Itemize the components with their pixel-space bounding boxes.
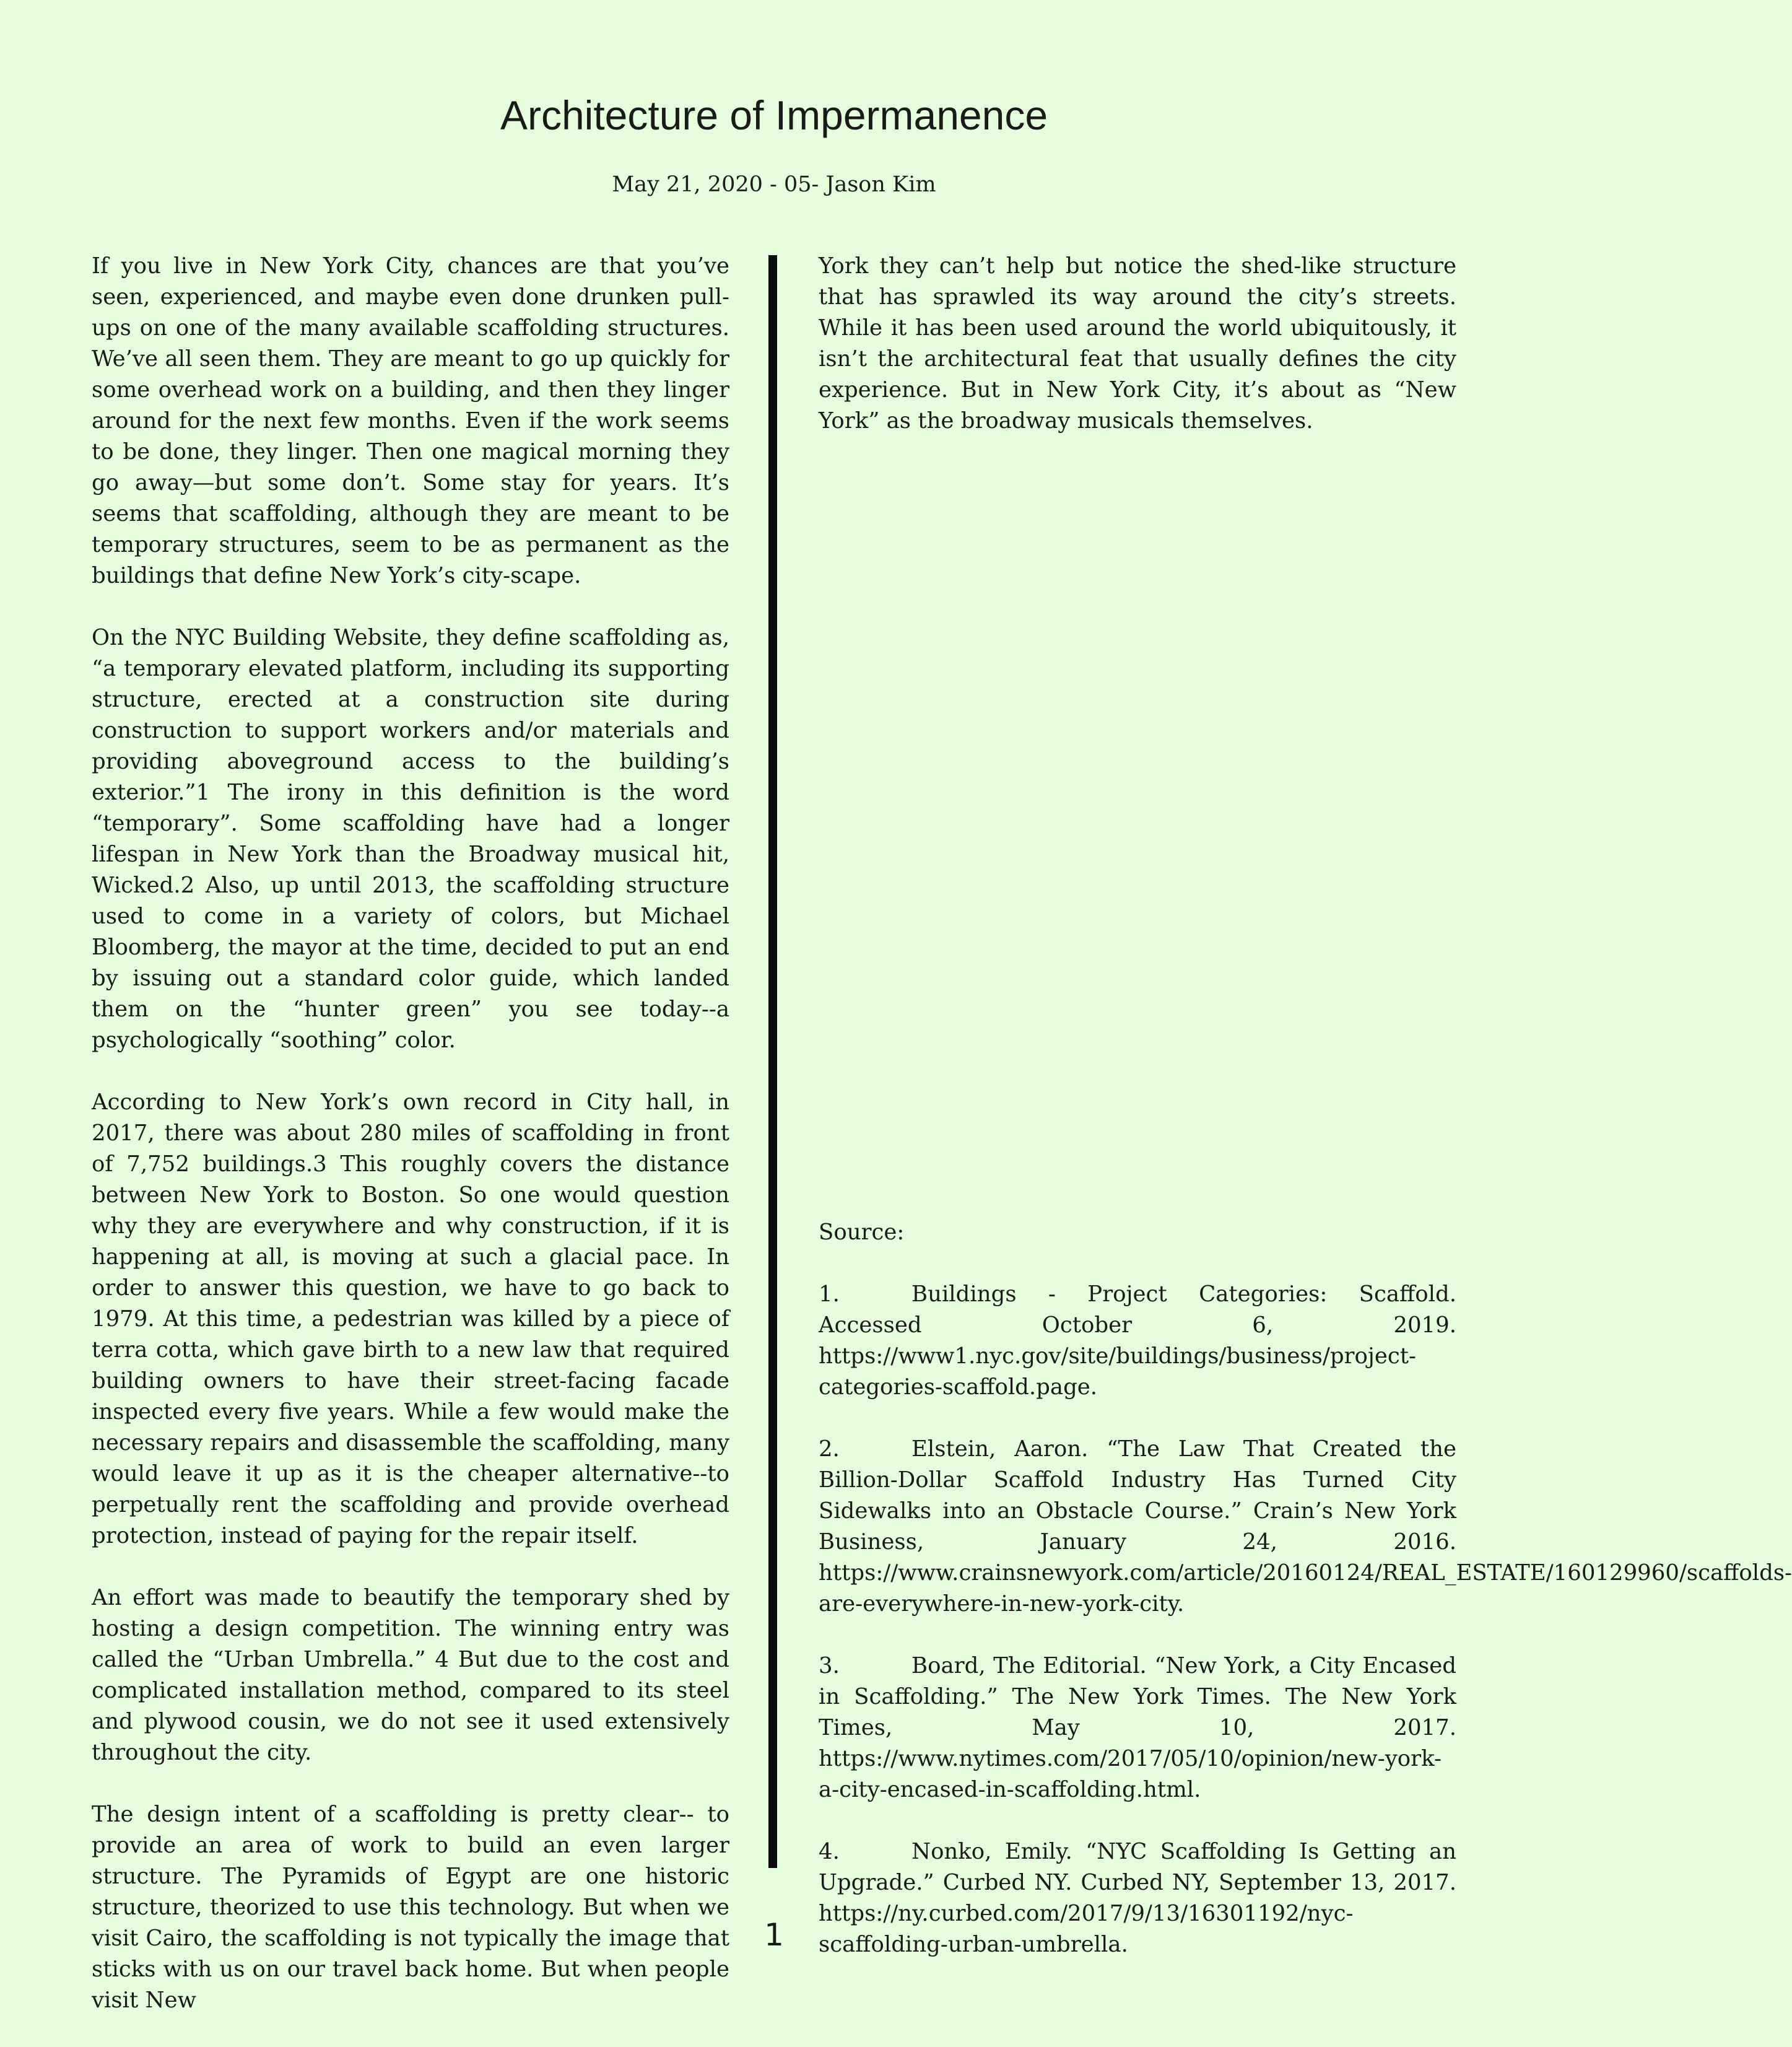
article-right-column [819,251,1456,468]
paragraph: The design intent of a scaffolding is pretty clear-- to provide an area of work to build an even larger structure. The Pyramids of Egypt are one historic structure, theorized to use this technology. But when we visit Cairo, the scaffolding is not typically the image that sticks with us on our travel back home. But when people visit New [92,1802,729,2013]
source-number: 4. [819,1839,840,1864]
source-text: Board, The Editorial. “New York, a City Encased in Scaffolding.” The New York Times. The New York Times, May 10, 2017. https://www.nytimes.com/2017/05/10/opinion/new-york-a-city-encased-in-scaffolding.html. [819,1653,1456,1802]
source-text: Elstein, Aaron. “The Law That Created the Billion-Dollar Scaffold Industry Has Turned City Sidewalks into an Obstacle Course.” Crain’s New York Business, January 24, 2016. https://www.crainsnewyork.com/article/20160124/REAL_ESTATE/160129960/scaffolds-are-everywhere-in-new-york-city. [819,1436,1792,1617]
paragraph: If you live in New York City, chances are that you’ve seen, experienced, and maybe even done drunken pull-ups on one of the many available scaffolding structures. We’ve all seen them. They are meant to go up quickly for some overhead work on a building, and then they linger around for the next few months. Even if the work seems to be done, they linger. Then one magical morning they go away—but some don’t. Some stay for years. It’s seems that scaffolding, although they are meant to be temporary structures, seem to be as permanent as the buildings that define New York’s city-scape. [92,253,729,588]
page-number: 1 [764,1917,784,1953]
column-divider [768,255,777,1868]
source-item [819,1279,1456,1403]
source-number: 3. [819,1653,840,1678]
article-left-column [92,251,729,2047]
paragraph: York they can’t help but notice the shed-like structure that has sprawled its way around the city’s streets. While it has been used around the world ubiquitously, it isn’t the architectural feat that usually defines the city experience. But in New York City, it’s about as “New York” as the broadway musicals themselves. [819,253,1456,434]
source-number: 1. [819,1281,840,1307]
source-item [819,1434,1792,1620]
source-number: 2. [819,1436,840,1462]
source-item [819,1651,1456,1805]
sources-section [819,1217,1792,1991]
paragraph: According to New York’s own record in City hall, in 2017, there was about 280 miles of scaffolding in front of 7,752 buildings.3 This roughly covers the distance between New York to Boston. So one would question why they are everywhere and why construction, if it is happening at all, is moving at such a glacial pace. In order to answer this question, we have to go back to 1979. At this time, a pedestrian was killed by a piece of terra cotta, which gave birth to a new law that required building owners to have their street-facing facade inspected every five years. While a few would make the necessary repairs and disassemble the scaffolding, many would leave it up as it is the cheaper alternative--to perpetually rent the scaffolding and provide overhead protection, instead of paying for the repair itself. [92,1089,729,1548]
source-text: Nonko, Emily. “NYC Scaffolding Is Getting an Upgrade.” Curbed NY. Curbed NY, September 13, 2017. https://ny.curbed.com/2017/9/13/16301192/nyc-scaffolding-urban-umbrella. [819,1839,1456,1957]
source-text: Buildings - Project Categories: Scaffold. Accessed October 6, 2019. https://www1.nyc.gov/site/buildings/business/project-categories-scaffold.page. [819,1281,1456,1400]
byline: May 21, 2020 - 05- Jason Kim [612,172,936,197]
paragraph: On the NYC Building Website, they define scaffolding as, “a temporary elevated platform, including its supporting structure, erected at a construction site during construction to support workers and/or materials and providing aboveground access to the building’s exterior.”1 The irony in this definition is the word “temporary”. Some scaffolding have had a longer lifespan in New York than the Broadway musical hit, Wicked.2 Also, up until 2013, the scaffolding structure used to come in a variety of colors, but Michael Bloomberg, the mayor at the time, decided to put an end by issuing out a standard color guide, which landed them on the “hunter green” you see today--a psychologically “soothing” color. [92,625,729,1053]
paragraph: An effort was made to beautify the temporary shed by hosting a design competition. The winning entry was called the “Urban Umbrella.” 4 But due to the cost and complicated installation method, compared to its steel and plywood cousin, we do not see it used extensively throughout the city. [92,1585,729,1765]
sources-heading: Source: [819,1220,905,1245]
page-title: Architecture of Impermanence [500,92,1048,138]
